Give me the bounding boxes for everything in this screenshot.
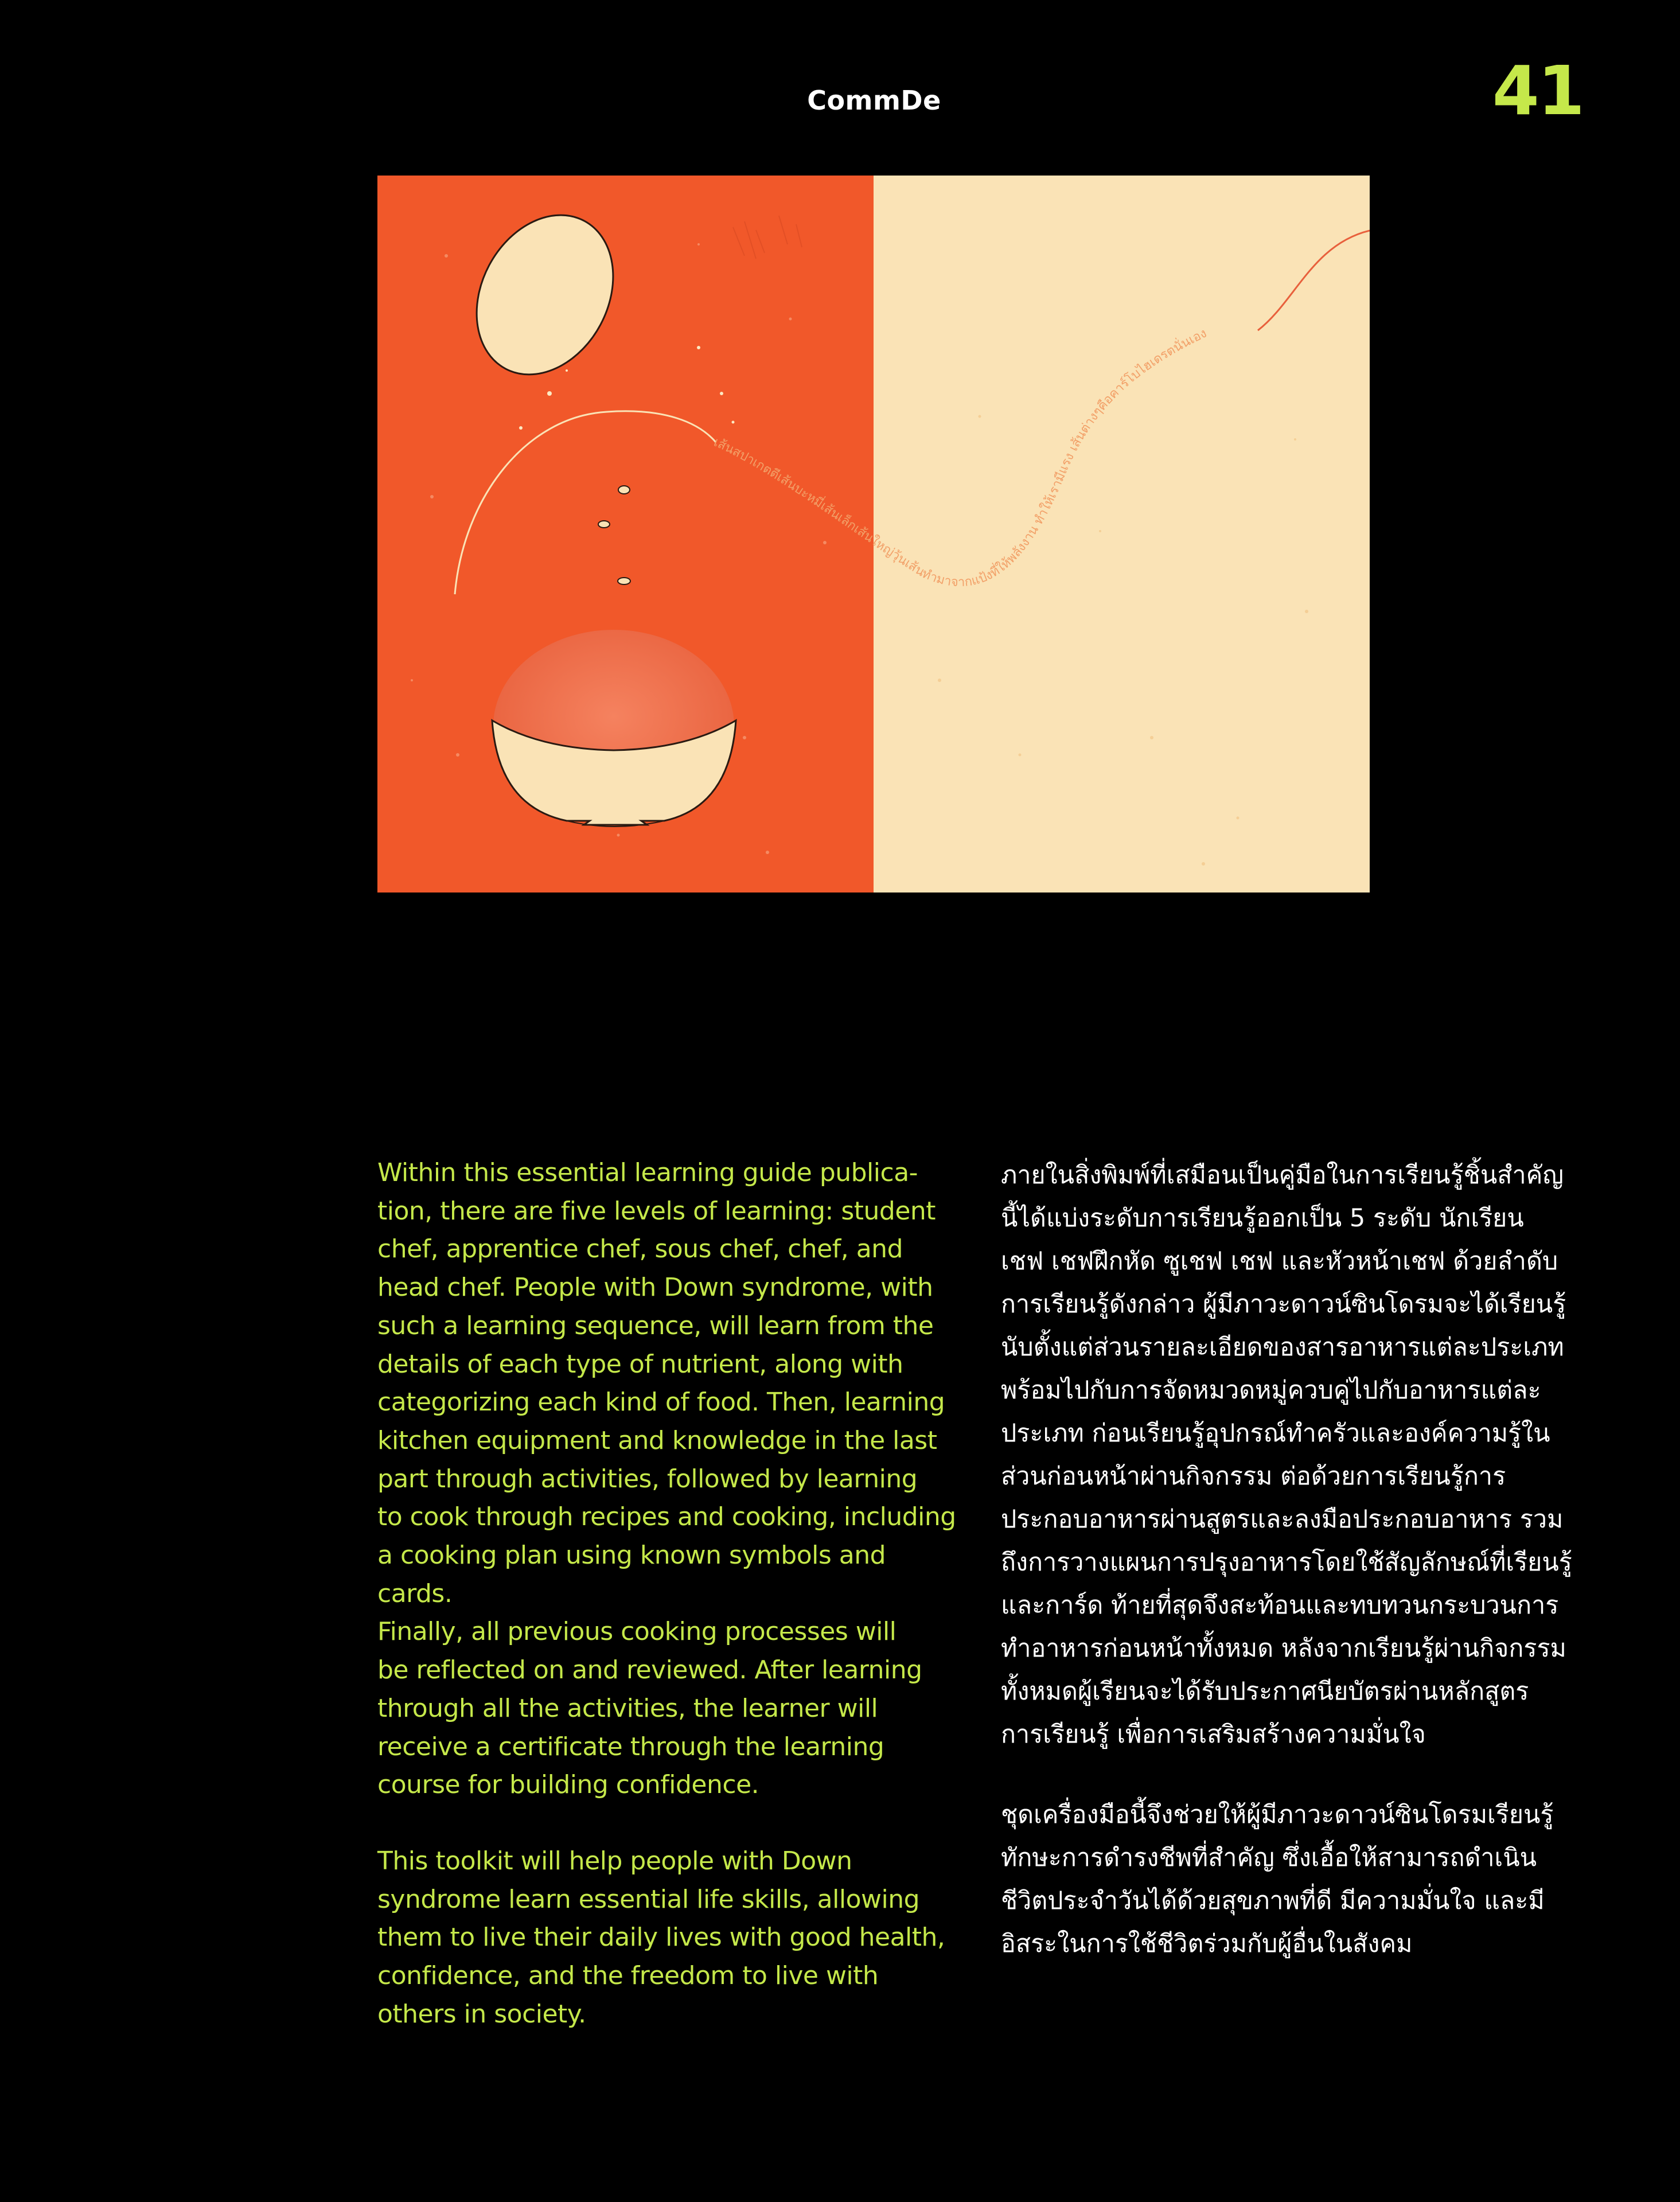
english-paragraph: This toolkit will help people with Down syndrome learn essential life skills, allowing them to live their daily lives with good health, confidence, and the freedom to live with others in society. [377,1846,945,2029]
thai-body-column [1001,1154,1586,1966]
page-number: 41 [1492,51,1583,130]
english-paragraph: Within this essential learning guide publica- tion, there are five levels of learning: student chef, apprentice chef, sous chef, chef, and head chef. People with Down syndrome, with such a learning sequence, will learn from the details of each type of nutrient, along with categorizing each kind of food. Then, learning kitchen equipment and knowledge in the last part through activities, followed by learning to cook through recipes and cooking, including a cooking plan using known symbols and cards. Finally, all previous cooking processes will be reflected on and reviewed. After learning through all the activities, the learner will receive a certificate through the learning course for building confidence. [377,1158,956,1800]
english-body-column [377,1154,962,2033]
publication-brand: CommDe [807,85,941,116]
thai-paragraph: ชุดเครื่องมือนี้จึงช่วยให้ผู้มีภาวะดาวน์ซินโดรมเรียนรู้ ทักษะการดำรงชีพที่สำคัญ ซึ่งเอื้อให้สามารถดำเนิน ชีวิตประจำวันได้ด้วยสุขภาพที่ดี มีความมั่นใจ และมี อิสระในการใช้ชีวิตร่วมกับผู้อื่นในสังคม [1001,1800,1554,1958]
illustration [377,176,1370,893]
thai-paragraph: ภายในสิ่งพิมพ์ที่เสมือนเป็นคู่มือในการเรียนรู้ชิ้นสำคัญ นี้ได้แบ่งระดับการเรียนรู้ออกเป็น 5 ระดับ นักเรียน เชฟ เชฟฝึกหัด ซูเชฟ เชฟ และหัวหน้าเชฟ ด้วยลำดับ การเรียนรู้ดังกล่าว ผู้มีภาวะดาวน์ซินโดรมจะได้เรียนรู้ นับตั้งแต่ส่วนรายละเอียดของสารอาหารแต่ละประเภท พร้อมไปกับการจัดหมวดหมู่ควบคู่ไปกับอาหารแต่ละ ประเภท ก่อนเรียนรู้อุปกรณ์ทำครัวและองค์ความรู้ใน ส่วนก่อนหน้าผ่านกิจกรรม ต่อด้วยการเรียนรู้การ ประกอบอาหารผ่านสูตรและลงมือประกอบอาหาร รวม ถึงการวางแผนการปรุงอาหารโดยใช้สัญลักษณ์ที่เรียนรู้ และการ์ด ท้ายที่สุดจึงสะท้อนและทบทวนกระบวนการ ทำอาหารก่อนหน้าทั้งหมด หลังจากเรียนรู้ผ่านกิจกรรม ทั้งหมดผู้เรียนจะได้รับประกาศนียบัตรผ่านหลักสูตร การเรียนรู้ เพื่อการเสริมสร้างความมั่นใจ [1001,1161,1572,1749]
cream-panel [874,176,1370,893]
noodle-curve-text: เส้นสปาเกตตีเส้นบะหมี่เส้นเล็กเส้นใหญ่วุ้นเส้นทำมาจากแป้งที่ให้พลังงาน ทำให้เรามีแรง เส้นต่างๆคือคาร์โบไฮเดรตนั่นเอง [711,326,1209,590]
